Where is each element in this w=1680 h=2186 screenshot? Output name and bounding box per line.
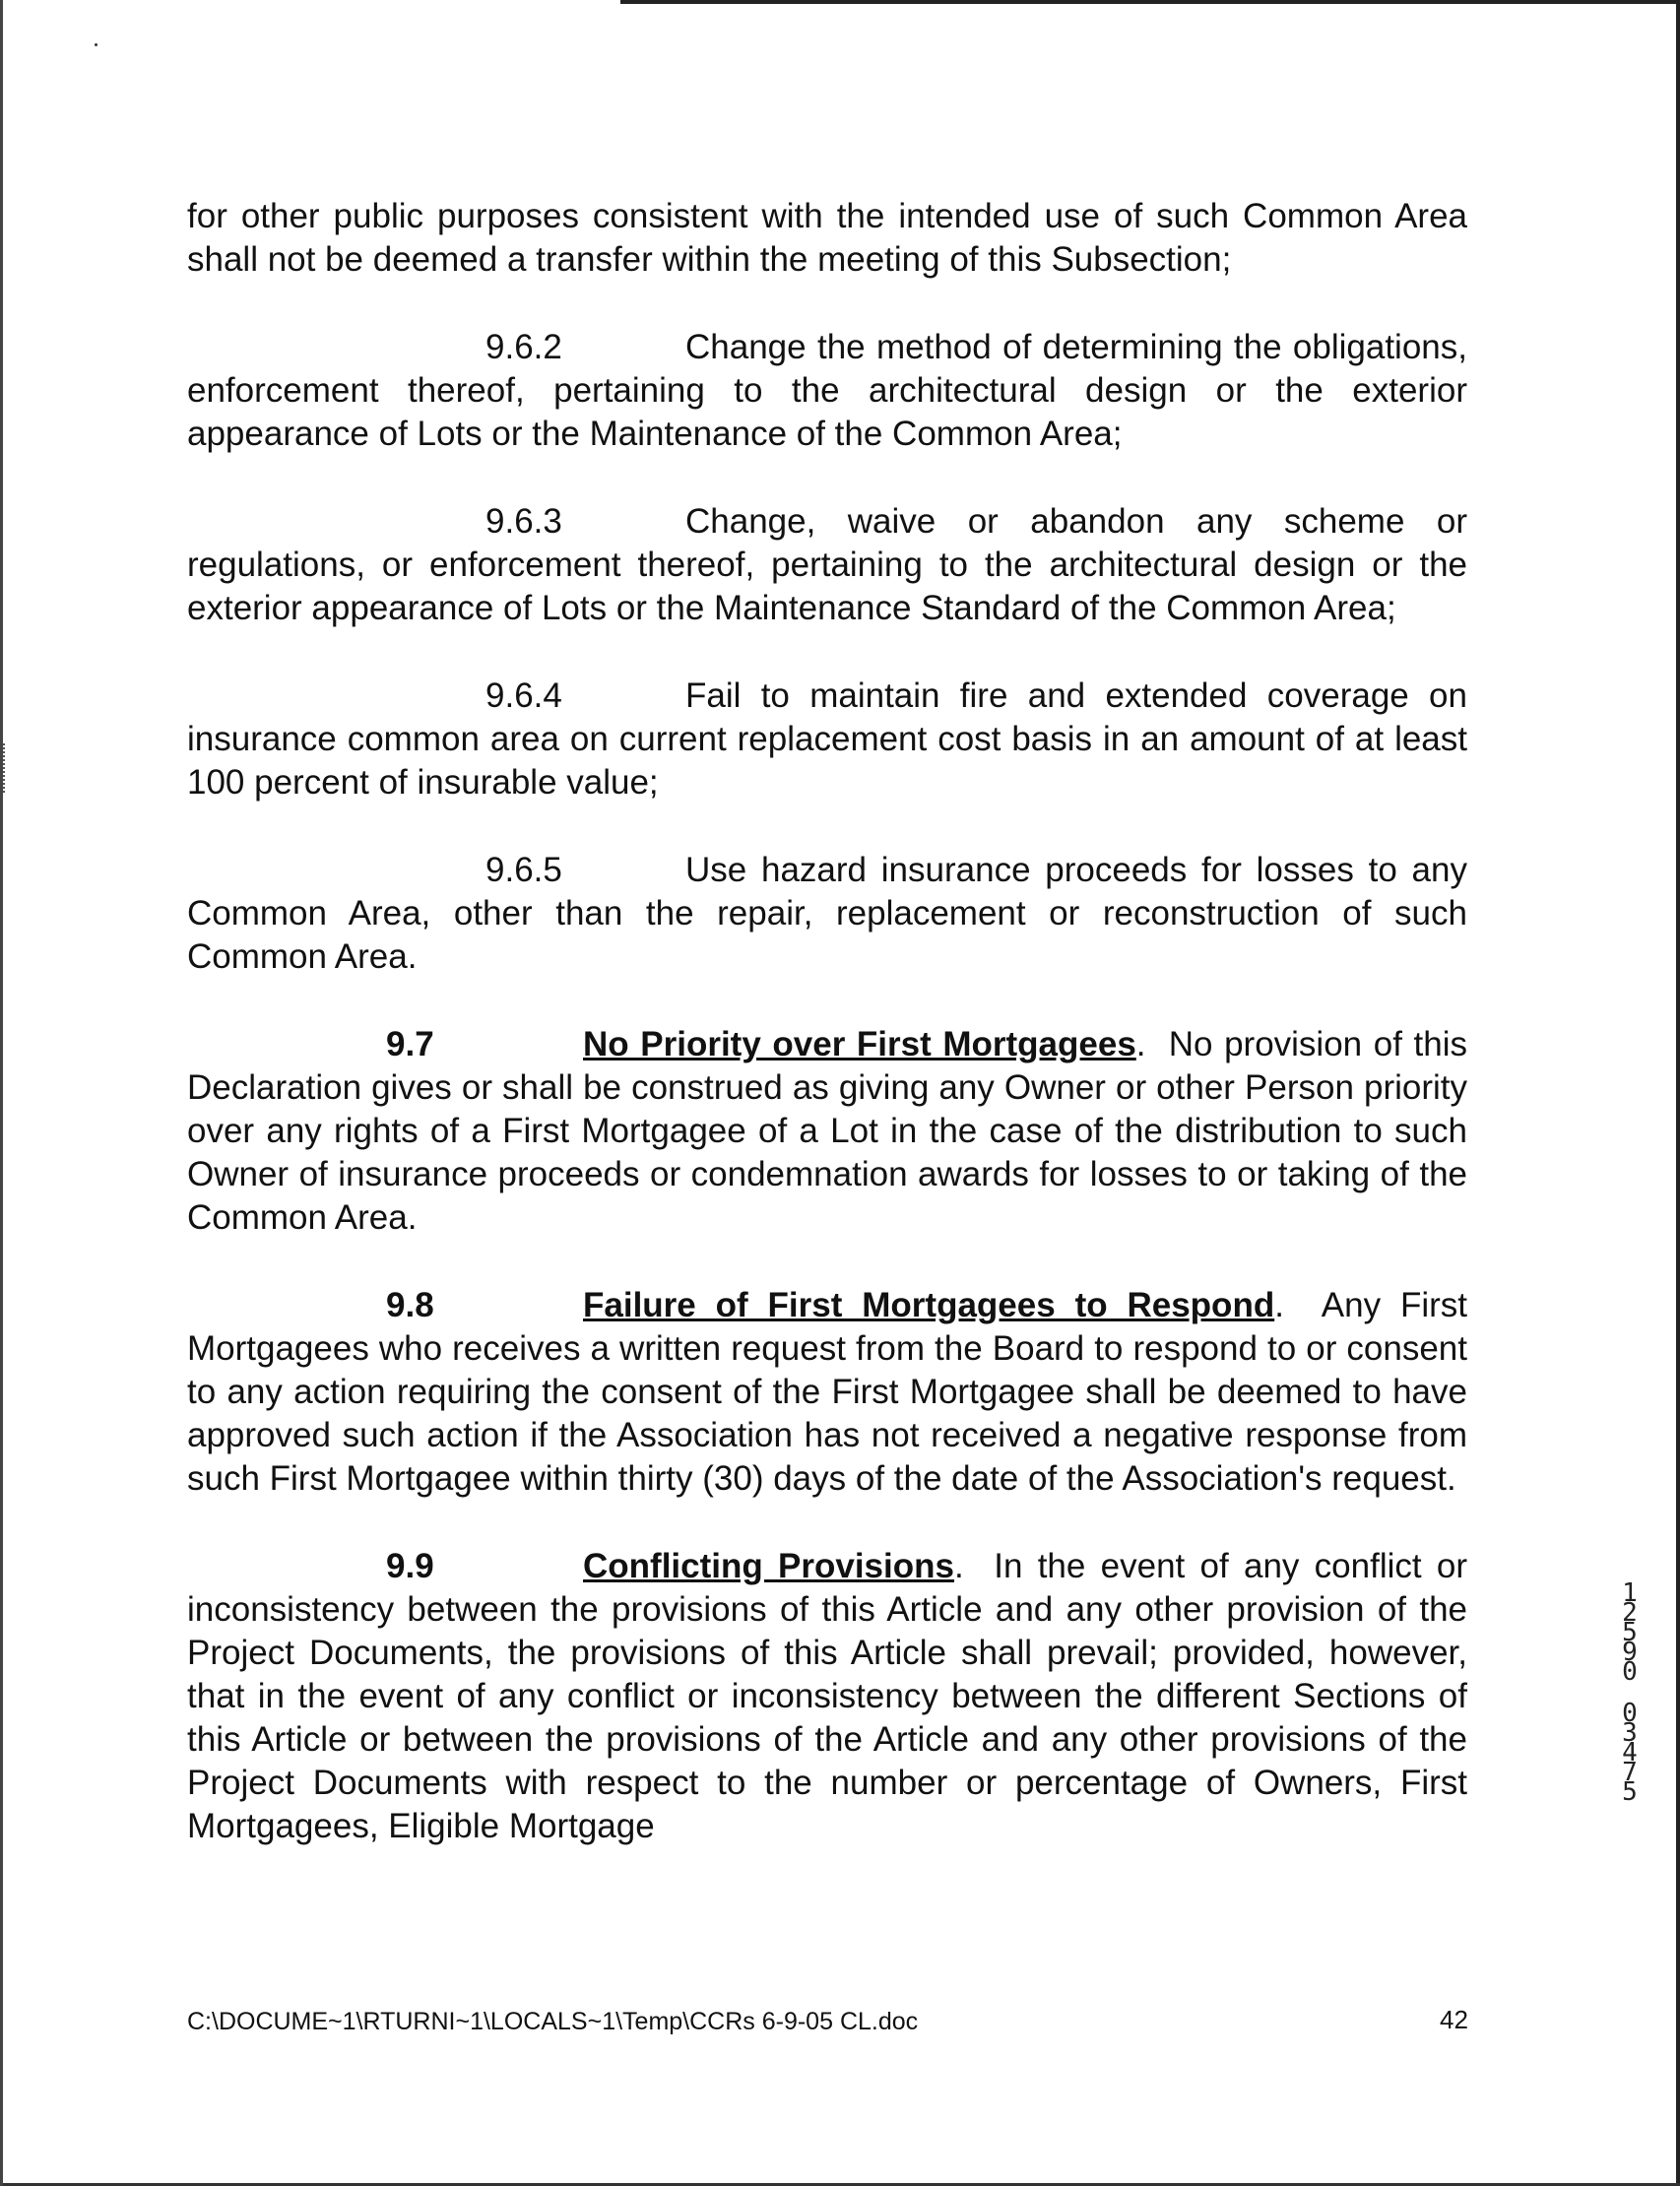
paragraph-9-6-4 [187,675,1467,804]
scan-edge-left [0,0,3,2186]
paragraph-text: Change, waive or abandon any scheme or regulations, or enforcement thereof, pertaining to the architectural design or the exterior appearance of Lots or the Maintenance Standard of the Common Area; [187,502,1467,627]
footer-file-path: C:\DOCUME~1\RTURNI~1\LOCALS~1\Temp\CCRs 6-9-05 CL.doc [187,2008,919,2035]
stamp-line-1: 12590 [1622,1578,1638,1687]
heading-period: . [1135,1025,1146,1063]
scan-edge-right [1676,0,1680,2186]
section-9-9 [187,1545,1467,1848]
section-number: 9.7 [386,1025,434,1063]
scan-edge-marks [3,743,9,793]
paragraph-text: Change the method of determining the obligations, enforcement thereof, pertaining to the architectural design or the exterior appearance of Lots or the Maintenance of the Common Area; [187,328,1467,453]
section-text: In the event of any conflict or inconsistency between the provisions of this Article and any other provision of the Project Documents, the provisions of this Article shall prevail; provided, however, that in the event of any conflict or inconsistency between the different Sections of this Article or between the provisions of the Article and any other provisions of the Project Documents with respect to the number or percentage of Owners, First Mortgagees, Eligible Mortgage [187,1547,1468,1845]
stamp-line-2: 03475 [1622,1699,1638,1807]
page-number: 42 [1440,2005,1468,2034]
heading-period: . [1274,1286,1284,1324]
scan-speck [95,43,97,46]
section-number: 9.8 [386,1286,434,1324]
paragraph-number: 9.6.3 [485,502,562,541]
paragraph-text: for other public purposes consistent with the intended use of such Common Area shall not be deemed a transfer within the meeting of this Subsection; [187,197,1467,279]
section-9-7 [187,1023,1467,1240]
section-heading: Failure of First Mortgagees to Respond [583,1286,1275,1324]
recording-stamp [1615,1578,1645,1807]
heading-period: . [953,1547,964,1585]
paragraph-text: Fail to maintain fire and extended coverage on insurance common area on current replacement cost basis in an amount of at least 100 percent of insurable value; [187,676,1467,802]
section-9-8 [187,1284,1467,1501]
paragraph-text: Use hazard insurance proceeds for losses to any Common Area, other than the repair, replacement or reconstruction of such Common Area. [187,851,1467,976]
section-heading: Conflicting Provisions [583,1547,954,1585]
paragraph-number: 9.6.2 [485,328,562,366]
section-text: No provision of this Declaration gives or shall be construed as giving any Owner or other Person priority over any rights of a First Mortgagee of a Lot in the case of the distribution to such Owner of insurance proceeds or condemnation awards for losses to or taking of the Common Area. [187,1025,1467,1237]
paragraph-9-6-3 [187,500,1467,630]
paragraph-9-6-5 [187,849,1467,979]
document-body [187,195,1467,1848]
section-heading: No Priority over First Mortgagees [583,1025,1136,1063]
section-text: Any First Mortgagees who receives a written request from the Board to respond to or consent to any action requiring the consent of the First Mortgagee shall be deemed to have approved such action if the Association has not received a negative response from such First Mortgagee within thirty (30) days of the date of the Association's request. [187,1286,1467,1498]
paragraph-continuation [187,195,1467,282]
paragraph-number: 9.6.5 [485,851,562,889]
section-number: 9.9 [386,1547,434,1585]
scan-edge-top [620,0,1680,4]
paragraph-number: 9.6.4 [485,676,562,715]
paragraph-9-6-2 [187,326,1467,456]
